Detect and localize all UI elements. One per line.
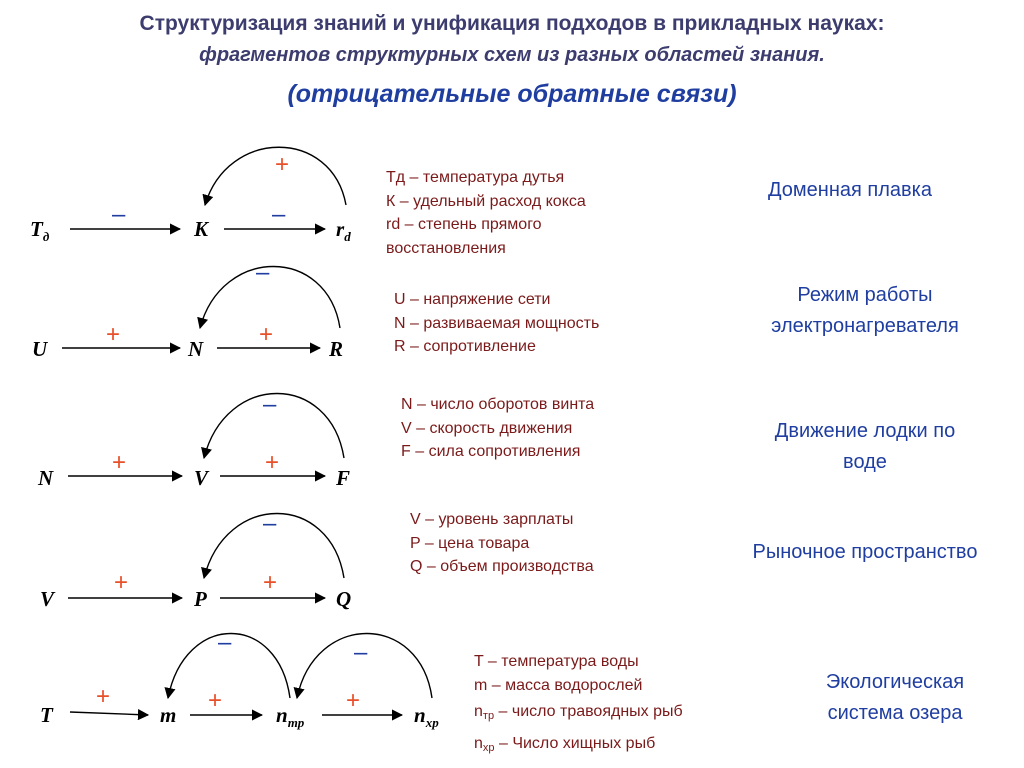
plus-sign: + [114, 569, 129, 596]
domain-label-2: Режим работы электронагревателя [771, 284, 959, 337]
minus-sign: – [272, 201, 286, 228]
diagram-section-5 [40, 629, 439, 730]
minus-sign: – [263, 510, 277, 537]
node-label: $n_{хр}$ [414, 703, 439, 730]
node-label: V [194, 466, 209, 490]
legend-line: восстановления [386, 239, 506, 257]
legend-line: T – температура воды [474, 653, 639, 670]
minus-sign: – [354, 639, 368, 666]
minus-sign: – [112, 201, 126, 228]
minus-sign: – [218, 629, 232, 656]
node-label: Q [336, 587, 352, 611]
feedback-arrow [200, 267, 340, 329]
legend-line: $n_{тр}$ – число травоядных рыб [474, 703, 683, 722]
legend-section-3 [401, 393, 594, 464]
title-line-1: Структуризация знаний и унификация подходов в прикладных науках: [139, 12, 885, 35]
node-label: m [160, 703, 177, 727]
legend-line: P – цена товара [410, 534, 530, 552]
legend-line: U – напряжение сети [394, 291, 551, 308]
legend-line: К – удельный расход кокса [386, 192, 586, 210]
legend-line: N – число оборотов винта [401, 396, 595, 413]
domain-label-4: Рыночное пространство [752, 541, 978, 563]
node-label: $r_d$ [336, 217, 351, 244]
plus-sign: + [346, 687, 361, 714]
legend-section-4 [410, 508, 594, 579]
node-label: P [194, 587, 207, 611]
domain-label-1: Доменная плавка [768, 179, 932, 201]
plus-sign: + [112, 449, 127, 476]
node-label: U [32, 337, 48, 361]
domain-label-5: Экологическая система озера [825, 671, 965, 724]
legend-line: Тд – температура дутья [386, 169, 565, 186]
legend-line: $n_{хр}$ – Число хищных рыб [474, 735, 656, 754]
plus-sign: + [96, 683, 111, 710]
node-label: T [40, 703, 53, 727]
legend-line: R – сопротивление [394, 338, 536, 355]
legend-line: V – скорость движения [401, 419, 573, 437]
title-line-2: фрагментов структурных схем из разных областей знания. [199, 44, 825, 66]
minus-sign: – [263, 391, 277, 418]
plus-sign: + [265, 449, 280, 476]
plus-sign: + [275, 151, 290, 178]
legend-line: rd – степень прямого [386, 216, 542, 233]
legend-line: F – сила сопротивления [401, 443, 581, 460]
node-label: V [40, 587, 55, 611]
node-label: F [336, 466, 351, 490]
diagram-section-3 [37, 391, 350, 490]
domain-label-3: Движение лодки по воде [774, 420, 956, 473]
title-line-3: (отрицательные обратные связи) [287, 80, 737, 108]
legend-line: m – масса водорослей [474, 677, 643, 694]
minus-sign: – [256, 259, 270, 286]
plus-sign: + [208, 687, 223, 714]
legend-section-5 [474, 650, 683, 762]
legend-line: N – развиваемая мощность [394, 314, 600, 332]
forward-arrow [70, 712, 148, 715]
plus-sign: + [263, 569, 278, 596]
diagram-section-2 [32, 259, 343, 361]
diagram-section-4 [40, 510, 351, 611]
plus-sign: + [259, 321, 274, 348]
legend-section-2 [394, 288, 599, 359]
legend-section-1 [386, 166, 586, 260]
plus-sign: + [106, 321, 121, 348]
legend-line: V – уровень зарплаты [410, 511, 574, 528]
node-label: R [329, 337, 344, 361]
node-label: N [188, 337, 204, 361]
node-label: K [194, 217, 209, 241]
legend-line: Q – объем производства [410, 558, 594, 575]
diagram-section-1 [30, 147, 351, 244]
node-label: $n_{тр}$ [276, 703, 305, 730]
node-label: N [38, 466, 54, 490]
node-label: $T_д$ [30, 217, 50, 244]
